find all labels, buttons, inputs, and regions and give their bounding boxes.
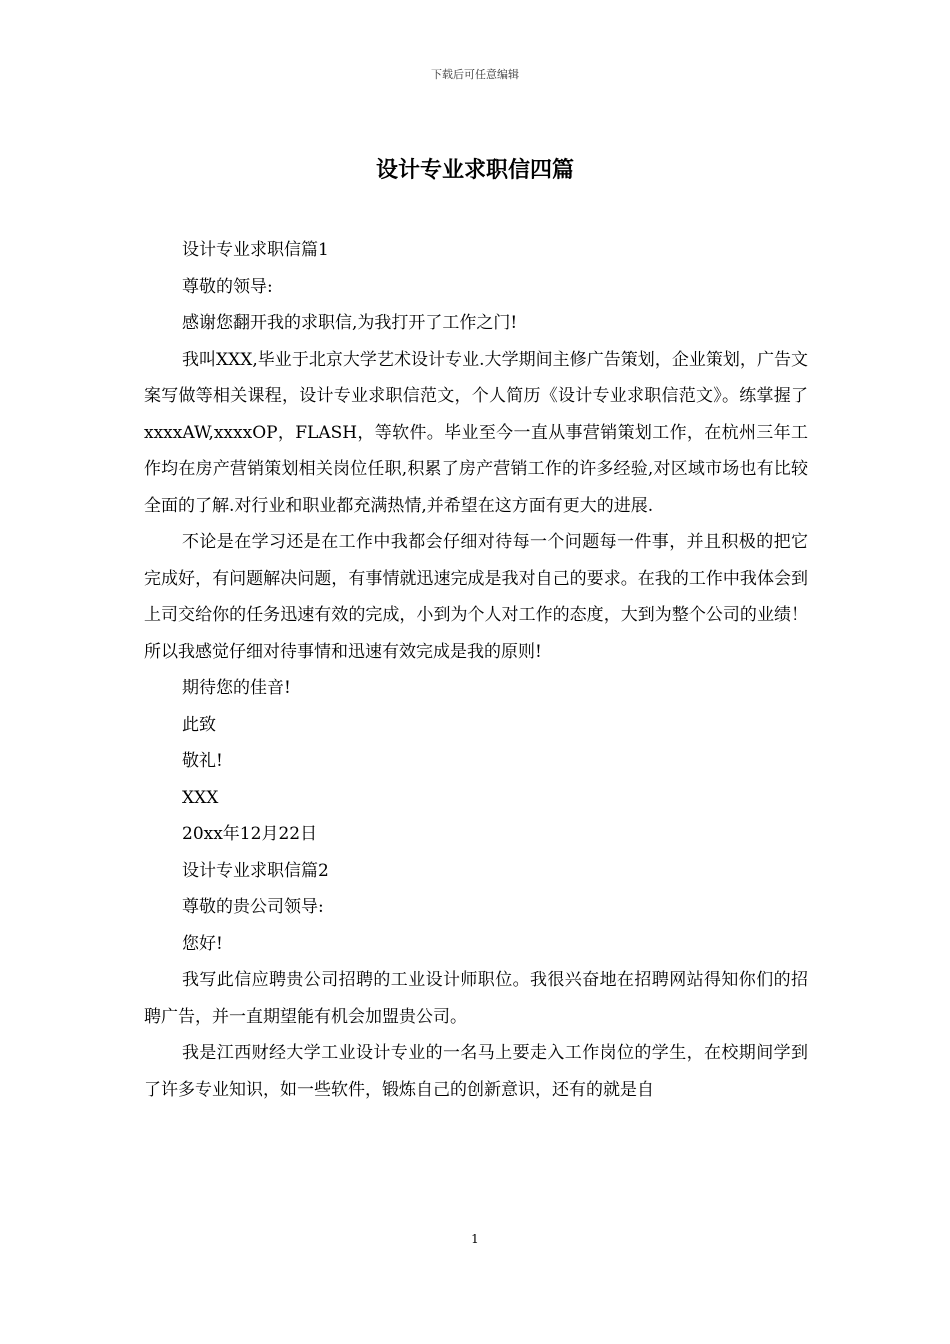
document-body bbox=[144, 232, 808, 1108]
signature-name: XXX bbox=[182, 787, 219, 808]
document-title: 设计专业求职信四篇 bbox=[375, 157, 574, 183]
closing-jingli: 敬礼! bbox=[182, 751, 223, 771]
section-heading-2: 设计专业求职信篇2 bbox=[182, 860, 329, 881]
paragraph-attitude: 不论是在学习还是在工作中我都会仔细对待每一个问题每一件事，并且积极的把它完成好，有问题解决问题，有事情就迅速完成是我对自己的要求。在我的工作中我体会到上司交给你的任务迅速有效的完成，小到为个人对工作的态度，大到为整个公司的业绩！所以我感觉仔细对待事情和迅速有效完成是我的原则! bbox=[144, 532, 808, 662]
section-heading-1: 设计专业求职信篇1 bbox=[182, 240, 329, 260]
paragraph-background: 我是江西财经大学工业设计专业的一名马上要走入工作岗位的学生，在校期间学到了许多专业知识，如一些软件，锻炼自己的创新意识，还有的就是自 bbox=[144, 1043, 808, 1100]
paragraph-thanks: 感谢您翻开我的求职信,为我打开了工作之门! bbox=[182, 313, 518, 333]
greeting-2: 您好! bbox=[182, 933, 223, 954]
salutation-2: 尊敬的贵公司领导: bbox=[182, 897, 324, 917]
page-number: 1 bbox=[471, 1232, 479, 1246]
paragraph-introduction: 我叫XXX,毕业于北京大学艺术设计专业.大学期间主修广告策划，企业策划，广告文案写做等相关课程，设计专业求职信范文，个人简历《设计专业求职信范文》。练掌握了xxxxAW,xxxxOP，FLASH，等软件。毕业至今一直从事营销策划工作，在杭州三年工作均在房产营销策划相关岗位任职,积累了房产营销工作的许多经验,对区域市场也有比较全面的了解.对行业和职业都充满热情,并希望在这方面有更大的进展. bbox=[144, 349, 808, 516]
salutation-1: 尊敬的领导: bbox=[182, 276, 273, 297]
closing-expectation: 期待您的佳音! bbox=[182, 678, 291, 698]
signature-date: 20xx年12月22日 bbox=[182, 824, 318, 844]
closing-cizhi: 此致 bbox=[182, 714, 216, 735]
paragraph-application: 我写此信应聘贵公司招聘的工业设计师职位。我很兴奋地在招聘网站得知你们的招聘广告，并一直期望能有机会加盟贵公司。 bbox=[144, 970, 808, 1027]
header-note: 下载后可任意编辑 bbox=[431, 68, 519, 81]
